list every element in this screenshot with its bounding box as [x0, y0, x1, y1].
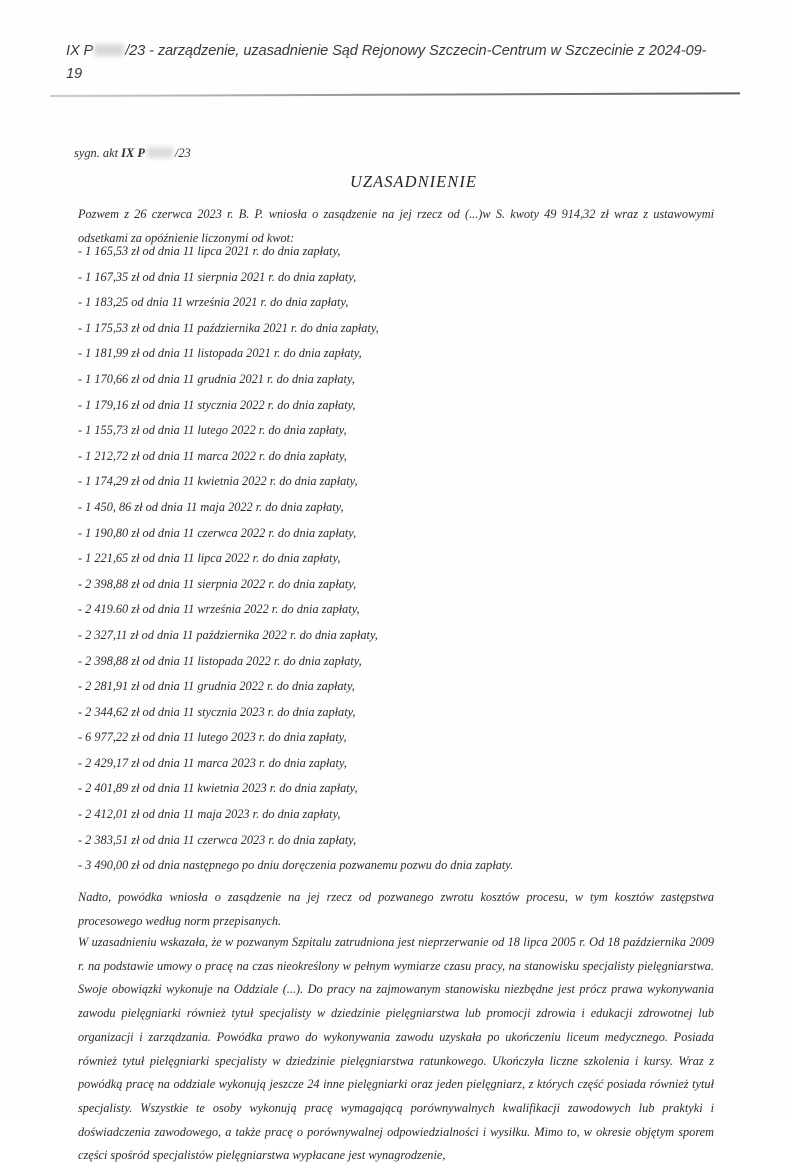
- header-separator-rule: [50, 92, 740, 97]
- list-item: - 1 212,72 zł od dnia 11 marca 2022 r. do dnia zapłaty,: [78, 448, 347, 463]
- list-item: - 1 170,66 zł od dnia 11 grudnia 2021 r. do dnia zapłaty,: [78, 371, 355, 386]
- redaction-block-signature: [147, 147, 173, 158]
- list-item: - 1 450, 86 zł od dnia 11 maja 2022 r. do dnia zapłaty,: [78, 499, 344, 514]
- list-item: - 1 221,65 zł od dnia 11 lipca 2022 r. do dnia zapłaty,: [78, 551, 341, 566]
- list-item: - 2 281,91 zł od dnia 11 grudnia 2022 r. do dnia zapłaty,: [78, 679, 355, 694]
- list-item: - 1 155,73 zł od dnia 11 lutego 2022 r. do dnia zapłaty,: [78, 423, 347, 438]
- list-item: - 2 419.60 zł od dnia 11 września 2022 r. do dnia zapłaty,: [78, 602, 360, 617]
- list-item: - 2 429,17 zł od dnia 11 marca 2023 r. do dnia zapłaty,: [78, 755, 347, 770]
- list-item: - 1 190,80 zł od dnia 11 czerwca 2022 r. do dnia zapłaty,: [78, 525, 357, 540]
- list-item: - 2 412,01 zł od dnia 11 maja 2023 r. do dnia zapłaty,: [78, 807, 341, 822]
- redaction-block-header: [94, 44, 124, 56]
- claim-list: [78, 245, 698, 885]
- list-item: - 1 175,53 zł od dnia 11 października 2021 r. do dnia zapłaty,: [78, 320, 379, 335]
- list-item: - 2 398,88 zł od dnia 11 listopada 2022 r. do dnia zapłaty,: [78, 653, 362, 668]
- portal-header-suffix: /23 - zarządzenie, uzasadnienie Sąd Rejonowy Szczecin-Centrum w Szczecinie z 2024-09-19: [66, 43, 707, 82]
- list-item: - 6 977,22 zł od dnia 11 lutego 2023 r. do dnia zapłaty,: [78, 730, 347, 745]
- list-item: - 1 183,25 od dnia 11 września 2021 r. do dnia zapłaty,: [78, 295, 349, 310]
- intro-paragraph: Pozwem z 26 czerwca 2023 r. B. P. wniosła o zasądzenie na jej rzecz od (...)w S. kwoty 49 914,32 zł wraz z ustawowymi odsetkami za opóźnienie liczonymi od kwot:: [78, 207, 714, 245]
- list-item: - 1 167,35 zł od dnia 11 sierpnia 2021 r. do dnia zapłaty,: [78, 269, 357, 284]
- list-item: - 1 181,99 zł od dnia 11 listopada 2021 r. do dnia zapłaty,: [78, 346, 362, 361]
- case-signature-number: IX P: [121, 146, 145, 160]
- case-signature: [74, 146, 191, 161]
- case-signature-label: sygn. akt: [74, 146, 119, 160]
- list-item: - 3 490,00 zł od dnia następnego po dniu doręczenia pozwanemu pozwu do dnia zapłaty.: [78, 858, 514, 873]
- list-item: - 2 383,51 zł od dnia 11 czerwca 2023 r. do dnia zapłaty,: [78, 832, 357, 847]
- portal-header-prefix: IX P: [66, 43, 94, 59]
- case-signature-suffix: /23: [174, 146, 191, 160]
- list-item: - 2 398,88 zł od dnia 11 sierpnia 2022 r. do dnia zapłaty,: [78, 576, 357, 591]
- list-item: - 2 327,11 zł od dnia 11 października 2022 r. do dnia zapłaty,: [78, 627, 378, 642]
- costs-paragraph: Nadto, powódka wniosła o zasądzenie na jej rzecz od pozwanego zwrotu kosztów procesu, w tym kosztów zastępstwa procesowego według norm przepisanych.: [78, 890, 714, 928]
- justification-paragraph: W uzasadnieniu wskazała, że w pozwanym Szpitalu zatrudniona jest nieprzerwanie od 18 lipca 2005 r. Od 18 października 2009 r. na podstawie umowy o pracę na czas nieokreślony w pełnym wymiarze czasu pracy, na stanowisku specjalisty pielęgniarstwa. Swoje obowiązki wykonuje na Oddziale (...). Do pracy na zajmowanym stanowisku niezbędne jest prócz prawa wykonywania zawodu pielęgniarki również tytuł specjalisty w dziedzinie pielęgniarstwa lub promocji zdrowia i edukacji zdrowotnej lub organizacji i zarządzania. Powódka prawo do wykonywania zawodu uzyskała po ukończeniu liceum medycznego. Posiada również tytuł pielęgniarki specjalisty w dziedzinie pielęgniarstwa ratunkowego. Ukończyła liczne szkolenia i kursy. Wraz z powódką pracę na oddziale wykonują jeszcze 24 inne pielęgniarki oraz jeden pielęgniarz, z których część posiada również tytuł specjalisty. Wszystkie te osoby wykonują pracę wymagającą porównywalnych kwalifikacji zawodowych lub praktyki i doświadczenia zawodowego, a także pracę o porównywalnej odpowiedzialności i wysiłku. Mimo to, w okresie objętym sporem części spośród specjalistów pielęgniarstwa wypłacane jest wynagrodzenie,: [78, 935, 714, 1163]
- portal-header: [66, 40, 718, 85]
- list-item: - 1 179,16 zł od dnia 11 stycznia 2022 r. do dnia zapłaty,: [78, 397, 356, 412]
- list-item: - 1 174,29 zł od dnia 11 kwietnia 2022 r. do dnia zapłaty,: [78, 474, 358, 489]
- page-title: UZASADNIENIE: [349, 172, 477, 191]
- list-item: - 2 401,89 zł od dnia 11 kwietnia 2023 r. do dnia zapłaty,: [78, 781, 358, 796]
- list-item: - 2 344,62 zł od dnia 11 stycznia 2023 r. do dnia zapłaty,: [78, 704, 356, 719]
- list-item: - 1 165,53 zł od dnia 11 lipca 2021 r. do dnia zapłaty,: [78, 244, 341, 258]
